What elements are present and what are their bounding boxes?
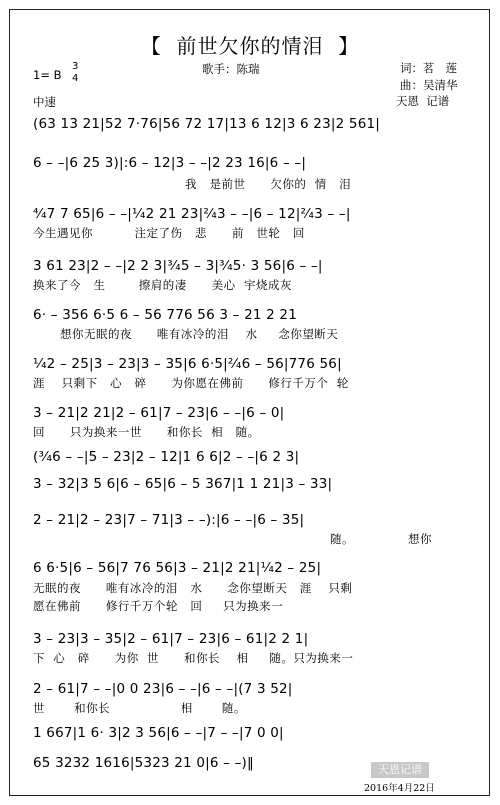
lyric-row-5: 想你无眠的夜 唯有冰冷的泪 水 念你望断天 [60,327,339,341]
notation-row-5: 6· – 356 6·5 6 – 56 776 56 3 – 21 2 21 [33,307,298,323]
meter-top: 3 [72,61,79,72]
lyric-row-11a: 无眠的夜 唯有冰冷的泪 水 念你望断天 涯 只剩 [33,581,353,595]
lyric-row-7: 回 只为换来一世 和你长 相 随。 [33,425,260,439]
notation-row-13: 2 – 61|7 – –|0 0 23|6 – –|6 – –|(7 3 52| [33,681,293,697]
notation-row-6: ¹⁄₄2 – 25|3 – 23|3 – 35|6 6·5|²⁄₄6 – 56|776 56| [33,356,342,372]
notation-row-15: 65 3232 1616|5323 21 0|6 – –)‖ [33,755,254,771]
notation-row-9: 3 – 32|3 5 6|6 – 65|6 – 5 367|1 1 21|3 – 33| [33,476,333,492]
lyric-row-11b: 愿在佛前 修行千万个轮 回 只为换来一 [33,599,284,613]
composer-credit: 曲：吴清华 [400,78,458,92]
notation-row-3: ⁴⁄₄7 7 65|6 – –|¹⁄₄2 21 23|²⁄₄3 – –|6 – 12|²⁄₄3 – –| [33,206,351,222]
lyricist-credit: 词：茗 莲 [400,61,457,75]
notation-row-11: 6 6·5|6 – 56|7 76 56|3 – 21|2 21|¹⁄₄2 – 25| [33,560,322,576]
song-title: 【 前世欠你的情泪 】 [140,34,360,58]
notation-row-7: 3 – 21|2 21|2 – 61|7 – 23|6 – –|6 – 0| [33,405,285,421]
lyric-row-2: 我 是前世 欠你的 情 泪 [185,177,352,191]
tempo-marking: 中速 [33,95,56,109]
notation-row-14: 1 667|1 6· 3|2 3 56|6 – –|7 – –|7 0 0| [33,725,284,741]
lyric-row-12: 下 心 碎 为你 世 和你长 相 随。只为换来一 [33,651,354,665]
notation-row-10: 2 – 21|2 – 23|7 – 71|3 – –):|6 – –|6 – 35| [33,512,305,528]
meter-bottom: 4 [72,73,79,84]
date-note: 2016年4月22日 [364,783,435,794]
notation-row-1: (63 13 21|52 7·76|56 72 17|13 6 12|3 6 23|2 561| [33,116,381,132]
notation-row-4: 3 61 23|2 – –|2 2 3|³⁄₄5 – 3|³⁄₄5· 3 56|6 – –| [33,258,323,274]
notator-credit: 天恩 记谱 [396,94,450,108]
lyric-row-10: 随。 想你 [330,532,433,546]
notation-row-8: (³⁄₄6 – –|5 – 23|2 – 12|1 6 6|2 – –|6 2 3| [33,449,300,465]
singer-credit: 歌手：陈瑞 [202,62,260,76]
lyric-row-4: 换来了今 生 擦肩的凄 美心 宇烧成灰 [33,278,292,292]
notation-row-12: 3 – 23|3 – 35|2 – 61|7 – 23|6 – 61|2 2 1| [33,631,309,647]
lyric-row-3: 今生遇见你 注定了伤 悲 前 世轮 回 [33,226,305,240]
key-signature: 1= B [33,68,62,82]
lyric-row-13: 世 和你长 相 随。 [33,701,246,715]
lyric-row-6: 涯 只剩下 心 碎 为你愿在佛前 修行千万个 轮 [33,376,349,390]
notator-stamp: 天恩记谱 [371,762,429,778]
notation-row-2: 6 – –|6 25 3)|:6 – 12|3 – –|2 23 16|6 – –| [33,155,307,171]
